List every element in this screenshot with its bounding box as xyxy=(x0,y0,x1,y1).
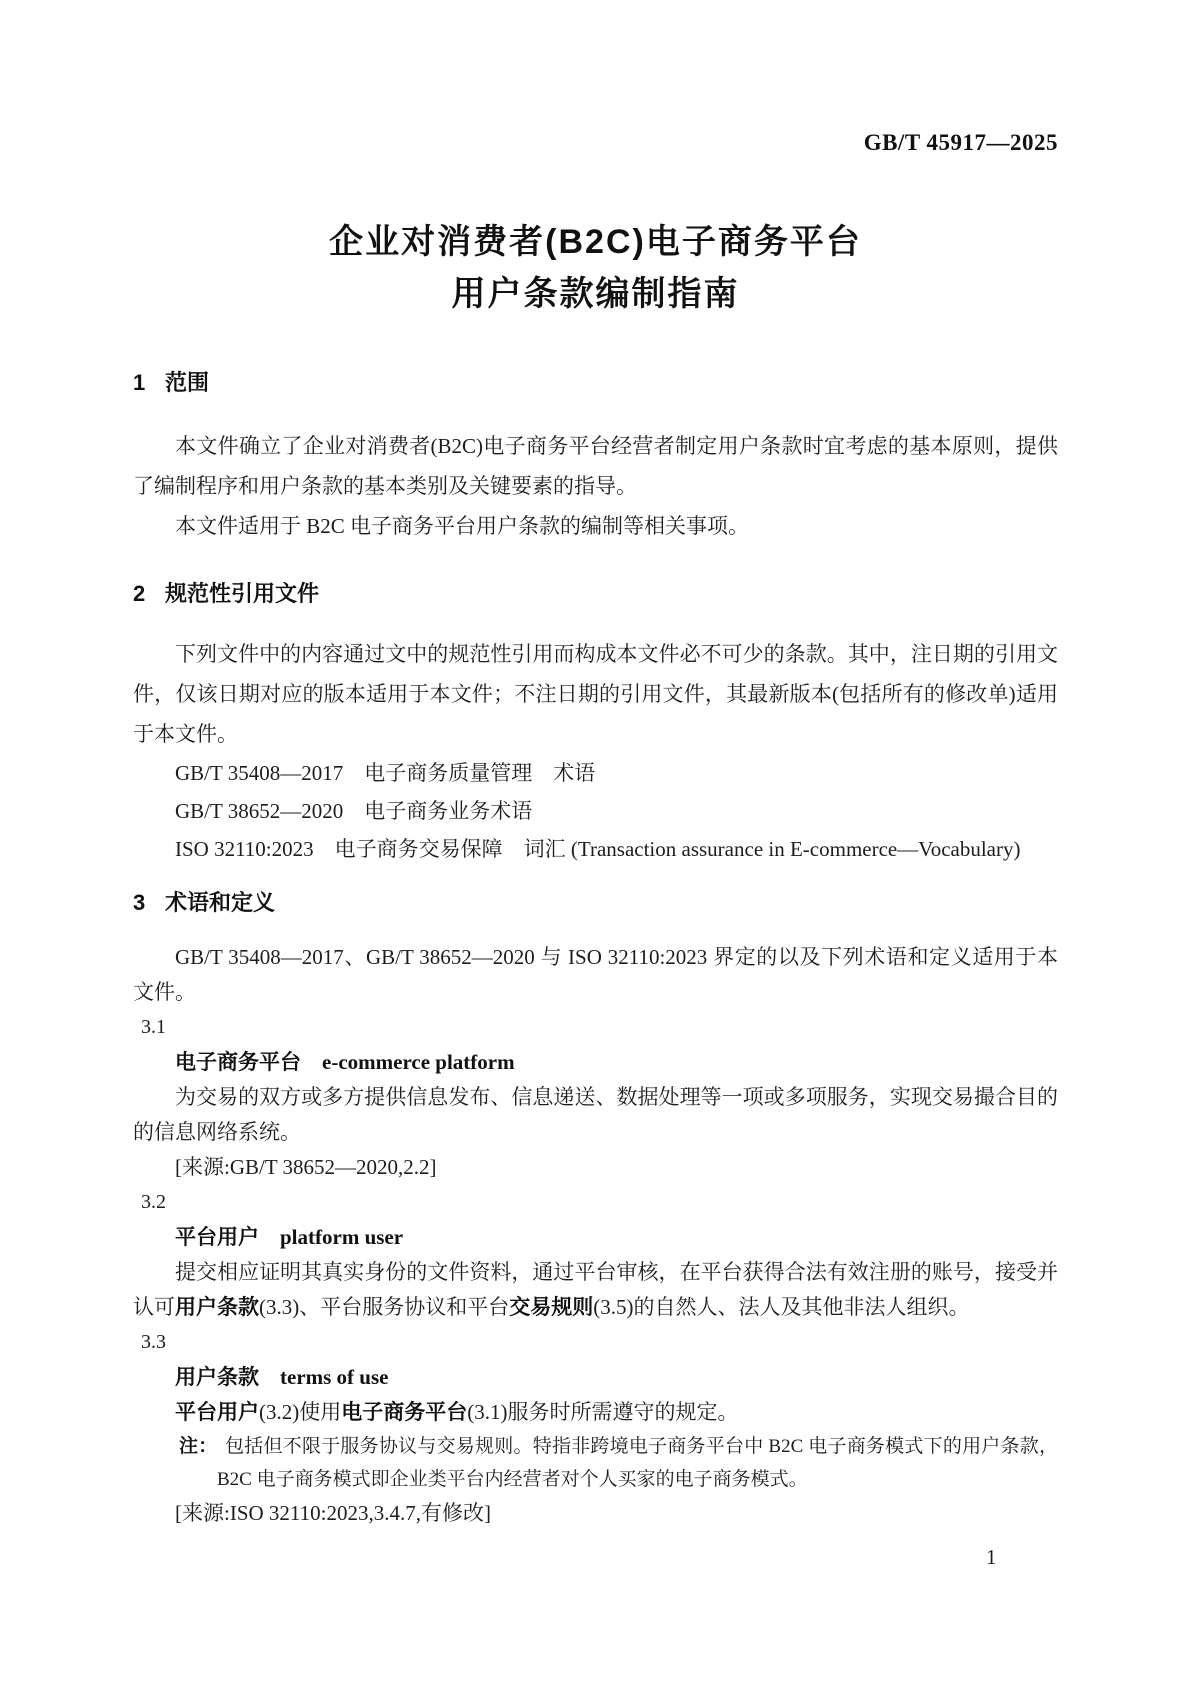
term-3-3-def-bold-2: 电子商务平台 xyxy=(341,1401,468,1424)
section-2-title: 规范性引用文件 xyxy=(165,581,320,606)
term-3-2-number: 3.2 xyxy=(141,1191,166,1213)
term-3-2-name-en: platform user xyxy=(280,1225,404,1249)
term-3-1-name-zh: 电子商务平台 xyxy=(175,1051,301,1074)
term-3-3-name-en: terms of use xyxy=(280,1365,389,1389)
term-entry-3-2 xyxy=(133,1185,1058,1325)
section-2-number: 2 xyxy=(133,581,146,606)
section-1-paragraph-1: 本文件确立了企业对消费者(B2C)电子商务平台经营者制定用户条款时宜考虑的基本原则，提供了编制程序和用户条款的基本类别及关键要素的指导。 xyxy=(133,434,1058,498)
doc-title-line1: 企业对消费者(B2C)电子商务平台 xyxy=(329,223,862,261)
term-3-1-name xyxy=(133,1045,1058,1080)
term-3-1-definition: 为交易的双方或多方提供信息发布、信息递送、数据处理等一项或多项服务，实现交易撮合目的的信息网络系统。 xyxy=(133,1085,1058,1144)
term-3-2-def-bold-1: 用户条款 xyxy=(175,1296,259,1319)
normative-reference-1: GB/T 35408—2017 电子商务质量管理 术语 xyxy=(175,761,596,785)
term-3-2-def-bold-2: 交易规则 xyxy=(509,1296,594,1319)
term-3-3-note-text: 包括但不限于服务协议与交易规则。特指非跨境电子商务平台中 B2C 电子商务模式下的用户条款，B2C 电子商务模式即企业类平台内经营者对个人买家的电子商务模式。 xyxy=(217,1436,1058,1490)
section-1-paragraph-2: 本文件适用于 B2C 电子商务平台用户条款的编制等相关事项。 xyxy=(175,514,750,538)
term-3-1-number: 3.1 xyxy=(141,1016,166,1038)
page-number: 1 xyxy=(986,1545,997,1569)
section-3-title: 术语和定义 xyxy=(165,890,276,915)
term-3-2-def-text-2: (3.3)、平台服务协议和平台 xyxy=(259,1295,510,1319)
term-3-3-source: [来源:ISO 32110:2023,3.4.7,有修改] xyxy=(175,1501,491,1525)
term-3-1-source: [来源:GB/T 38652—2020,2.2] xyxy=(175,1155,437,1179)
term-3-3-definition xyxy=(133,1395,1058,1430)
doc-title xyxy=(133,216,1058,320)
term-3-3-def-text-1: (3.2)使用 xyxy=(259,1400,342,1424)
doc-title-line2: 用户条款编制指南 xyxy=(451,275,740,313)
term-3-2-def-text-1: 提交相应证明其真实身份的文件资料，通过平台审核，在平台获得合法有效注册的账号，接受并认可 xyxy=(133,1260,1058,1319)
term-3-3-number: 3.3 xyxy=(141,1331,166,1353)
term-3-3-name xyxy=(133,1360,1058,1395)
normative-reference-3: ISO 32110:2023 电子商务交易保障 词汇 (Transaction assurance in E-commerce—Vocabulary) xyxy=(175,837,1021,861)
term-entry-3-1 xyxy=(133,1010,1058,1185)
section-2-paragraph-1: 下列文件中的内容通过文中的规范性引用而构成本文件必不可少的条款。其中，注日期的引用文件，仅该日期对应的版本适用于本文件；不注日期的引用文件，其最新版本(包括所有的修改单)适用于本文件。 xyxy=(133,642,1058,746)
term-3-2-name xyxy=(133,1220,1058,1255)
term-3-3-def-bold-1: 平台用户 xyxy=(175,1401,259,1424)
normative-reference-2: GB/T 38652—2020 电子商务业务术语 xyxy=(175,799,533,823)
term-3-2-def-text-3: (3.5)的自然人、法人及其他非法人组织。 xyxy=(593,1295,970,1319)
section-3-number: 3 xyxy=(133,890,146,915)
section-1-heading xyxy=(133,370,1058,396)
section-3-paragraph-1: GB/T 35408—2017、GB/T 38652—2020 与 ISO 32110:2023 界定的以及下列术语和定义适用于本文件。 xyxy=(133,945,1058,1004)
term-3-2-name-zh: 平台用户 xyxy=(175,1226,259,1249)
section-3-heading xyxy=(133,890,1058,916)
term-entry-3-3 xyxy=(133,1325,1058,1531)
term-3-2-definition xyxy=(133,1255,1058,1325)
term-3-3-note xyxy=(133,1430,1058,1496)
term-3-3-def-text-2: (3.1)服务时所需遵守的规定。 xyxy=(467,1400,739,1424)
section-1-number: 1 xyxy=(133,370,146,395)
term-3-1-name-en: e-commerce platform xyxy=(322,1050,515,1074)
doc-number: GB/T 45917—2025 xyxy=(863,130,1058,155)
term-3-3-name-zh: 用户条款 xyxy=(175,1366,259,1389)
term-3-3-note-label: 注： xyxy=(179,1436,218,1457)
section-2-heading xyxy=(133,581,1058,607)
section-1-title: 范围 xyxy=(165,370,210,395)
